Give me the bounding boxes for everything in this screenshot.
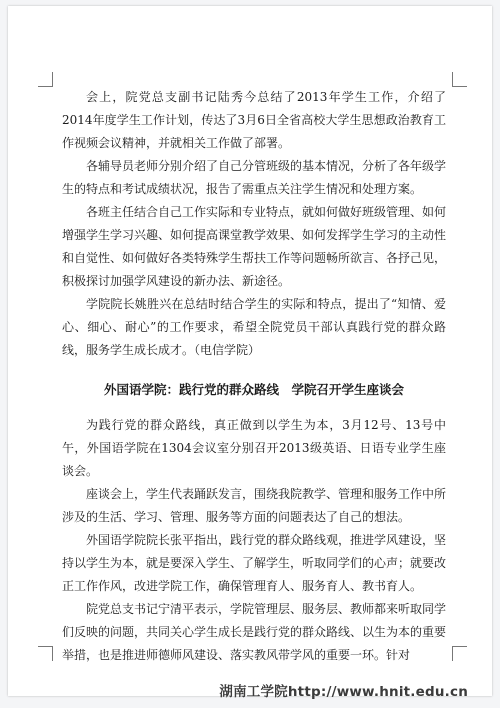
paragraph: 各辅导员老师分别介绍了自己分管班级的基本情况，分析了各年级学生的特点和考试成绩状况，报告了需重点关注学生情况和处理方案。 [62,159,447,196]
crop-mark-top-right [452,72,467,87]
paragraph: 外国语学院院长张平指出，践行党的群众路线观，推进学风建设，坚持以学生为本，就是要深入学生、了解学生，听取同学们的心声；就要改正工作作风，改进学院工作，确保管理育人、服务育人、教书育人。 [62,533,447,593]
paragraph: 会上，院党总支副书记陆秀今总结了2013年学生工作，介绍了2014年度学生工作计划，传达了3月6日全省高校大学生思想政治教育工作视频会议精神，并就相关工作做了部署。 [62,90,446,150]
crop-mark-bottom-right [452,646,467,661]
paragraph: 各班主任结合自己工作实际和专业特点，就如何做好班级管理、如何增强学生学习兴趣、如何提高课堂教学效果、如何发挥学生学习的主动性和自觉性、如何做好各类特殊学生帮扶工作等问题畅所欲言、各抒己见，积极探讨加强学风建设的新办法、新途径。 [62,205,447,288]
paragraph: 院党总支书记宁清平表示，学院管理层、服务层、教师都来听取同学们反映的问题，共同关心学生成长是践行党的群众路线、以生为本的重要举措，也是推进师德师风建设、落实教风带学风的重要一环。针对 [62,602,447,662]
site-watermark: 湖南工学院http://www.hnit.edu.cn [219,684,468,700]
paragraph: 座谈会上，学生代表踊跃发言，围绕我院教学、管理和服务工作中所涉及的生活、学习、管理、服务等方面的问题表达了自己的想法。 [62,487,447,524]
crop-mark-top-left [38,72,53,87]
paragraph: 学院院长姚胜兴在总结时结合学生的实际和特点，提出了“知情、爱心、细心、耐心”的工作要求，希望全院党员干部认真践行党的群众路线，服务学生成长成才。（电信学院） [62,297,446,357]
paragraph: 为践行党的群众路线，真正做到以学生为本，3月12号、13号中午，外国语学院在1304会议室分别召开2013级英语、日语专业学生座谈会。 [62,418,446,478]
crop-mark-bottom-left [38,646,53,661]
section-heading: 外国语学院：践行党的群众路线 学院召开学生座谈会 [103,382,404,397]
document-body [62,86,446,667]
